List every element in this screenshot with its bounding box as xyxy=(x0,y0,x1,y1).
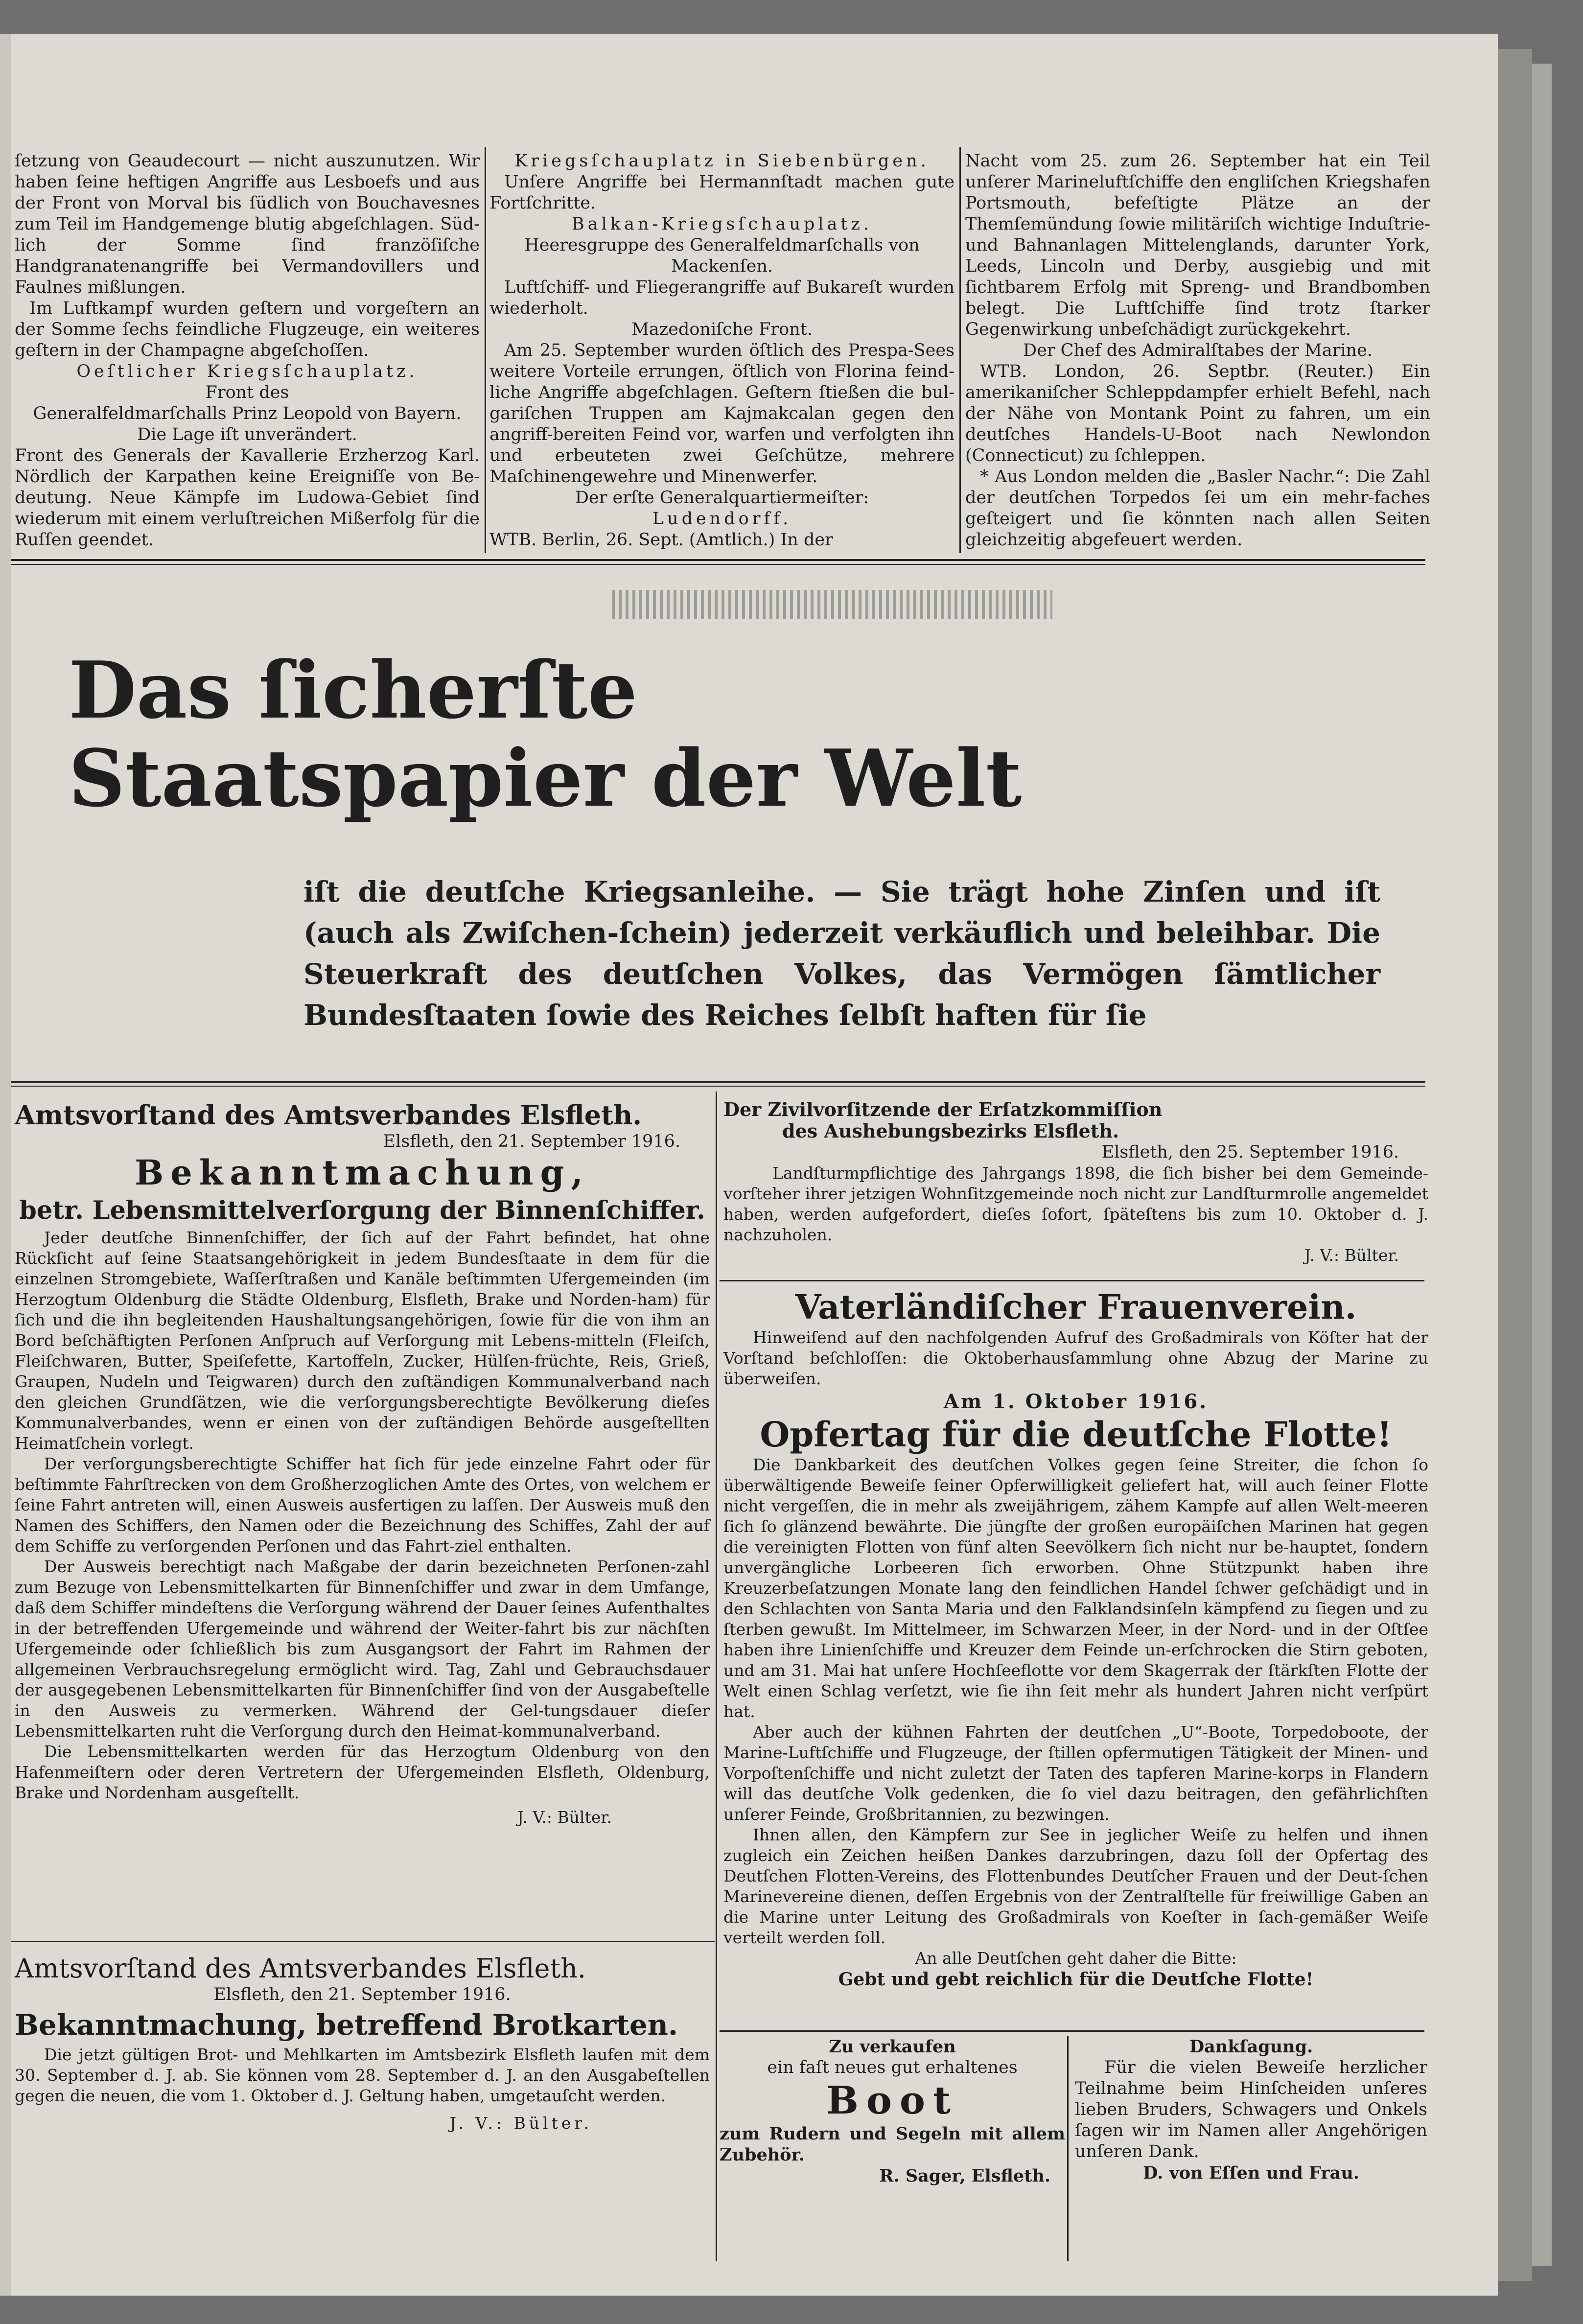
column-rule xyxy=(959,147,961,553)
ad-text: iſt die deutſche Kriegsanleihe. — Sie trägt hohe Zinſen und iſt (auch als Zwiſchen-ſchein) jederzeit verkäuflich und beleihbar. Die Steuerkraft des deutſchen Volkes, das Vermögen ſämtlicher Bundesſtaaten ſowie des Reiches ſelbſt haften für ſie xyxy=(303,875,1380,1032)
opfertag-appeal-lead: An alle Deutſchen geht daher die Bitte: xyxy=(915,1949,1237,1968)
sale-heading: Zu verkaufen xyxy=(829,2037,956,2057)
kommission-date: Elsfleth, den 25. September 1916. xyxy=(1101,1142,1399,1162)
col1-paragraph-2: Im Luftkampf wurden geſtern und vorgeſtern an der Somme ſechs feindliche Flugzeuge, ein weiteres geſtern in der Champagne abgeſchoſſen. xyxy=(15,299,480,360)
section-rule xyxy=(11,1941,715,1942)
notice2-date: Elsfleth, den 21. September 1916. xyxy=(213,1985,511,2004)
section-rule xyxy=(11,1086,1425,1087)
col2-paragraph-1: Unſere Angriffe bei Hermannſtadt machen gute Fortſchritte. xyxy=(489,172,954,213)
notice-paragraph-4: Die Lebensmittelkarten werden für das Herzogtum Oldenburg von den Hafenmeiſtern oder deren Vertretern der Ufergemeinden Elsfleth, Oldenburg, Brake und Nordenham ausgeſtellt. xyxy=(15,1742,710,1802)
boat-sale-ad xyxy=(720,2036,1065,2186)
opfertag-paragraph-3: Ihnen allen, den Kämpfern zur See in jeglicher Weiſe zu helfen und ihnen zugleich ein Zeichen heißen Dankes darzubringen, dazu ſoll der Opfertag des Deutſchen Flotten-Vereins, des Flottenbundes Deutſcher Frauen und der Deut-ſchen Marinevereine dienen, deſſen Ergebnis von der Zentralſtelle für freiwillige Gaben an die Marine unter Leitung des Großadmirals von Koeſter in ſach-gemäßer Weiſe verteilt werden ſoll. xyxy=(723,1825,1428,1947)
col2-signature-1: Der erſte Generalquartiermeiſter: xyxy=(575,488,869,508)
top-column-1 xyxy=(15,151,480,551)
book-binding-edge xyxy=(1532,64,1552,2266)
col2-subheading: Heeresgruppe des Generalfeldmarſchalls von Mackenſen. xyxy=(524,235,920,276)
notice2-title: Bekanntmachung, betreffend Brotkarten. xyxy=(15,2008,678,2042)
sale-line: ein faſt neues gut erhaltenes xyxy=(767,2058,1018,2077)
dank-heading: Dankſagung. xyxy=(1189,2037,1313,2057)
col1-front-2: Front des Generals der Kavallerie Erzherzog Karl. Nördlich der Karpathen keine Ereigniſſe von Be-deutung. Neue Kämpfe im Ludowa-Gebiet ſind wiederum mit einem verluſtreichen Mißerfolg für die Ruſſen geendet. xyxy=(15,446,480,550)
notice2-signature: J. V.: Bülter. xyxy=(449,2114,592,2133)
sale-signature: R. Sager, Elsfleth. xyxy=(879,2166,1050,2186)
col3-signature: Der Chef des Admiralſtabes der Marine. xyxy=(1023,341,1373,360)
frauenverein-paragraph: Hinweiſend auf den nachfolgenden Aufruf des Großadmirals von Köſter hat der Vorſtand beſchloſſen: die Oktoberhausſammlung ohne Abzug der Marine zu überweiſen. xyxy=(723,1328,1428,1388)
frauenverein-title: Vaterländiſcher Frauenverein. xyxy=(795,1288,1357,1327)
section-rule xyxy=(11,564,1425,565)
sale-boat: Boot xyxy=(826,2078,958,2123)
col2-heading: Kriegsſchauplatz in Siebenbürgen. xyxy=(514,151,930,171)
opfertag-title: Opfertag für die deutſche Flotte! xyxy=(760,1414,1392,1455)
col2-signature-2: Ludendorff. xyxy=(652,509,792,529)
notice-date: Elsfleth, den 21. September 1916. xyxy=(383,1132,680,1151)
col2-heading-3: Mazedoniſche Front. xyxy=(631,320,813,339)
dank-ad xyxy=(1075,2036,1427,2184)
notice-paragraph-2: Der verſorgungsberechtigte Schiffer hat ſich für jede einzelne Fahrt oder für beſtimmte Fahrſtrecken von dem Großherzoglichen Amte des Ortes, von welchem er ſeine Fahrt antreten will, einen Ausweis ausfertigen zu laſſen. Der Ausweis muß den Namen des Schiffers, den Namen oder die Bezeichnung des Schiffes, Zahl der auf dem Schiffe zu verſorgenden Perſonen und das Fahrt-ziel enthalten. xyxy=(15,1454,710,1556)
book-binding xyxy=(1498,49,1532,2281)
ink-smear xyxy=(612,590,1052,619)
column-rule xyxy=(716,1092,717,2261)
notice-paragraph-3: Der Ausweis berechtigt nach Maßgabe der darin bezeichneten Perſonen-zahl zum Bezuge von Lebensmittelkarten für Binnenſchiffer und zwar in dem Umfange, daß dem Schiffer mindeſtens die Verſorgung während der Dauer ſeines Aufenthaltes in der betreffenden Ufergemeinde und während der Weiter-fahrt bis zur nächſten Ufergemeinde oder ſchließlich bis zum Ausgangsort der Fahrt im Rahmen der allgemeinen Verbrauchsregelung ermöglicht wird. Tag, Zahl und Gebrauchsdauer der ausgegebenen Lebensmittelkarten für Binnenſchiffer ſind von der Ausgabeſtelle in den Ausweis zu vermerken. Während der Gel-tungsdauer dieſer Lebensmittelkarten ruht die Verſorgung durch den Heimat-kommunalverband. xyxy=(15,1557,710,1741)
page-edge xyxy=(0,34,11,2296)
section-rule xyxy=(11,1081,1425,1083)
notice-paragraph-1: Jeder deutſche Binnenſchiffer, der ſich auf der Fahrt befindet, hat ohne Rückſicht auf ſeine Staatsangehörigkeit in jedem Bundesſtaate in dem für die einzelnen Stromgebiete, Waſſerſtraßen und Kanäle beſtimmten Ufergemeinden (im Herzogtum Oldenburg die Städte Oldenburg, Elsfleth, Brake und Norden-ham) für ſich und die ihn begleitenden Haushaltungsangehörigen, ſowie für die von ihm an Bord beſchäftigten Perſonen Anſpruch auf Verſorgung mit Lebens-mitteln (Fleiſch, Fleiſchwaren, Butter, Speiſefette, Kartoffeln, Zucker, Hülſen-früchte, Reis, Grieß, Graupen, Nudeln und Teigwaren) durch den zuſtändigen Kommunalverband nach den gleichen Grundſätzen, wie die verſorgungsberechtigte Bevölkerung dieſes Kommunalverbandes, wenn er einen von der zuſtändigen Behörde ausgeſtellten Heimatſchein vorlegt. xyxy=(15,1228,710,1453)
section-rule xyxy=(720,1280,1424,1281)
kommission-signature: J. V.: Bülter. xyxy=(1304,1246,1399,1265)
opfertag-paragraph-1: Die Dankbarkeit des deutſchen Volkes gegen ſeine Streiter, die ſchon ſo überwältigende Beweiſe ſeiner Opferwilligkeit geliefert hat, will auch ſeiner Flotte nicht vergeſſen, die in mehr als zweijährigem, zähem Kampfe auf allen Welt-meeren ſich ſo glänzend bewährte. Die jüngſte der großen europäiſchen Marinen hat gegen die vereinigten Flotten von fünf alten Seevölkern ſich nicht nur be-hauptet, ſondern unvergängliche Lorbeeren ſich erworben. Ohne Stützpunkt haben ihre Kreuzerbeſatzungen Monate lang den feindlichen Handel ſchwer geſchädigt und in den Schlachten von Santa Maria und den Falklandsinſeln kämpfend zu ſiegen und zu ſterben gewußt. Im Mittelmeer, im Schwarzen Meer, in der Nord- und in der Oſtſee haben ihre Linienſchiffe und Kreuzer dem Feinde un-erſchrocken die Stirn geboten, und am 31. Mai hat unſere Hochſeeflotte vor dem Skagerrak der ſtärkſten Flotte der Welt einen Schlag verſetzt, wie ſie ihn ſeit mehr als hundert Jahren nicht verſpürt hat. xyxy=(723,1455,1428,1721)
left-bottom-notice xyxy=(15,1953,710,2134)
ad-headline-2: Staatspapier der Welt xyxy=(69,732,1022,824)
notice-signature: J. V.: Bülter. xyxy=(517,1808,612,1827)
opfertag-paragraph-2: Aber auch der kühnen Fahrten der deutſchen „U“-Boote, Torpedoboote, der Marine-Luftſchiffe und Flugzeuge, der ſtillen opfermutigen Tätigkeit der Minen- und Vorpoſtenſchiffe und nicht zuletzt der Taten des tapferen Marine-korps in Flandern will das deutſche Volk gedenken, die ſo viel dazu beitragen, den gefährlichſten unſerer Feinde, Großbritannien, zu bezwingen. xyxy=(723,1722,1428,1824)
notice-title: Bekanntmachung, xyxy=(135,1152,590,1193)
section-rule xyxy=(720,2030,1424,2032)
col1-front-1b: Generalfeldmarſchalls Prinz Leopold von Bayern. xyxy=(33,404,462,423)
frauenverein-column xyxy=(723,1287,1428,1990)
notice2-header: Amtsvorſtand des Amtsverbandes Elsfleth. xyxy=(15,1953,586,1984)
col1-heading: Oeſtlicher Kriegsſchauplatz. xyxy=(76,362,418,381)
kommission-paragraph: Landſturmpflichtige des Jahrgangs 1898, die ſich bisher bei dem Gemeinde-vorſteher ihrer jetzigen Wohnſitzgemeinde noch nicht zur Landſturmrolle angemeldet haben, werden aufgefordert, dieſes ſofort, ſpäteſtens bis zum 10. Oktober d. J. nachzuholen. xyxy=(723,1163,1428,1244)
kommission-header-2: des Aushebungsbezirks Elsfleth. xyxy=(782,1120,1119,1142)
col3-paragraph-1: Nacht vom 25. zum 26. September hat ein Teil unſerer Marineluftſchiffe den engliſchen Kriegshafen Portsmouth, befeſtigte Plätze an der Themſemündung ſowie militäriſch wichtige Induſtrie- und Bahnanlagen Mittelenglands, darunter York, Leeds, Lincoln und Derby, ausgiebig und mit ſichtbarem Erfolg mit Spreng- und Brandbomben belegt. Die Luftſchiffe ſind trotz ſtarker Gegenwirkung unbeſchädigt zurückgekehrt. xyxy=(965,151,1430,339)
dank-signature: D. von Eſſen und Frau. xyxy=(1142,2163,1359,2183)
col2-heading-2: Balkan-Kriegsſchauplatz. xyxy=(572,214,872,234)
top-column-2 xyxy=(489,151,954,551)
col2-paragraph-3: Am 25. September wurden öſtlich des Prespa-Sees weitere Vorteile errungen, öſtlich von Florina feind-liche Angriffe abgeſchlagen. Geſtern ſtießen die bul-gariſchen Truppen am Kajmakcalan gegen den angriff-bereiten Feind vor, warfen und verfolgten ihn und erbeuteten zwei Geſchütze, mehrere Maſchinengewehre und Minenwerfer. xyxy=(489,341,954,487)
left-lower-column xyxy=(15,1099,710,1828)
opfertag-appeal: Gebt und gebt reichlich für die Deutſche Flotte! xyxy=(838,1969,1314,1990)
notice2-paragraph: Die jetzt gültigen Brot- und Mehlkarten im Amtsbezirk Elsfleth laufen mit dem 30. September d. J. ab. Sie können vom 28. September d. J. an den Ausgabeſtellen gegen die neuen, die vom 1. Oktober d. J. Geltung haben, umgetauſcht werden. xyxy=(15,2045,710,2105)
col1-front-1c: Die Lage iſt unverändert. xyxy=(137,425,357,444)
col3-paragraph-3: * Aus London melden die „Basler Nachr.“: Die Zahl der deutſchen Torpedos ſei um ein mehr-faches geſteigert und ſie könnten nach allen Seiten gleichzeitig abgefeuert werden. xyxy=(965,467,1430,550)
dank-text: Für die vielen Beweiſe herzlicher Teilnahme beim Hinſcheiden unſeres lieben Bruders, Schwagers und Onkels ſagen wir im Namen aller Angehörigen unſeren Dank. xyxy=(1075,2058,1427,2161)
col1-front-1a: Front des xyxy=(205,383,289,402)
col1-paragraph-1: ſetzung von Geaudecourt — nicht auszunutzen. Wir haben ſeine heftigen Angriffe aus Lesboefs und aus der Front von Morval bis ſüdlich von Bouchavesnes zum Teil im Handgemenge blutig abgeſchlagen. Süd-lich der Somme ſind franzöſiſche Handgranatenangriffe bei Vermandovillers und Faulnes mißlungen. xyxy=(15,151,480,297)
top-column-3 xyxy=(965,151,1430,551)
section-rule xyxy=(11,559,1425,561)
column-rule xyxy=(1067,2036,1069,2261)
col3-paragraph-2: WTB. London, 26. Septbr. (Reuter.) Ein amerikaniſcher Schleppdampfer erhielt Befehl, nach der Nähe von Montank Point zu fahren, um ein deutſches Handels-U-Boot nach Newlondon (Connecticut) zu ſchleppen. xyxy=(965,362,1430,465)
notice-header: Amtsvorſtand des Amtsverbandes Elsfleth. xyxy=(15,1099,642,1131)
right-lower-column xyxy=(723,1099,1428,1266)
col2-paragraph-2: Luftſchiff- und Fliegerangriffe auf Bukareſt wurden wiederholt. xyxy=(489,278,954,318)
sale-text: zum Rudern und Segeln mit allem Zubehör. xyxy=(720,2124,1065,2165)
kommission-header-1: Der Zivilvorſitzende der Erſatzkommiſſion xyxy=(723,1098,1163,1120)
col2-last-line: WTB. Berlin, 26. Sept. (Amtlich.) In der xyxy=(489,530,833,550)
column-rule xyxy=(485,147,486,553)
notice-subtitle: betr. Lebensmittelverſorgung der Binnenſchiffer. xyxy=(19,1196,705,1225)
opfertag-date: Am 1. Oktober 1916. xyxy=(943,1390,1209,1413)
ad-headline-1: Das ſicherſte xyxy=(69,644,638,736)
